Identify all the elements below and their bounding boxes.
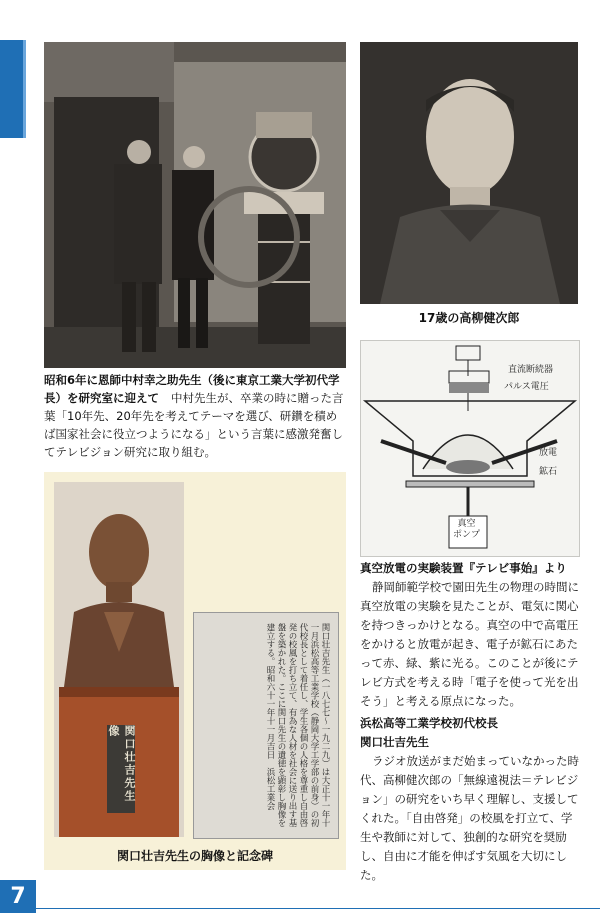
label-dc-interrupter: 直流断続器 [508,365,554,375]
label-ore: 鉱石 [539,467,558,477]
diagram-caption [360,559,580,711]
lab-caption [44,371,346,461]
diagram-caption-title: 真空放電の実験装置『テレビ事始』より [360,561,567,575]
principal-text: ラジオ放送がまだ始まっていなかった時代、高柳健次郎の「無線遠視法＝テレビジョン」の研究をいち早く理解し、支援してくれた。「自由啓発」の校風を打立て、学生や教師に対して、独創的な研究を奨励し、自由に才能を伸ばす気風を大切にした。 [360,754,579,882]
plaque-inscription: 関口壮吉先生（一八七七〜一九二九）は大正十一年十一月浜松高等工業学校（静岡大学工学部の前身）の初代校長として着任し、学生各個の人格を尊重し自由啓発の校風を打ち立て、有為な人材を社会に送り出す基盤を築かれた。ここに関口先生の遺徳を顕彰し胸像を建立する。昭和六十一年十一月吉日 浜松工業会 [265,623,330,827]
diagram-caption-text: 静岡師範学校で園田先生の物理の時間に真空放電の実験を見たことが、電気に関心を持つきっかけとなる。真空の中で高電圧をかけると放電が起き、電子が鉱石にあたって赤、緑、紫に光る。このことが後にテレビ方式を考える時「電子を使って光を出そう」と考える原点になった。 [360,580,579,708]
principal-heading-name: 関口壮吉先生 [360,735,429,749]
lab-caption-text: 中村先生が、卒業の時に贈った言葉「10年先、20年先を考えてテーマを選び、研鑽を積めば国家社会に役立つようになる」という言葉に感激発奮してテレビジョン研究に取り組む。 [44,391,344,459]
principal-heading-school: 浜松高等工業学校初代校長 [360,716,498,730]
bottom-rule [36,908,600,909]
memorial-plaque [193,612,339,839]
portrait-caption: 17歳の高柳健次郎 [418,311,520,325]
page-number: 7 [0,880,36,913]
label-vacuum-pump: 真空 ポンプ [453,519,481,540]
discharge-diagram [360,340,580,557]
principal-section [360,714,580,885]
bust-nameplate: 関口壮吉先生像 [107,725,135,813]
label-discharge: 放電 [539,448,558,458]
memorial-caption: 関口壮吉先生の胸像と記念碑 [116,849,273,863]
lab-caption-title: 昭和6年に恩師中村幸之助先生（後に東京工業大学初代学長）を研究室に迎えて [44,373,340,405]
section-tab [0,40,26,138]
portrait-photo [360,42,578,304]
lab-photo [44,42,346,368]
label-pulse-voltage: パルス電圧 [504,382,549,392]
